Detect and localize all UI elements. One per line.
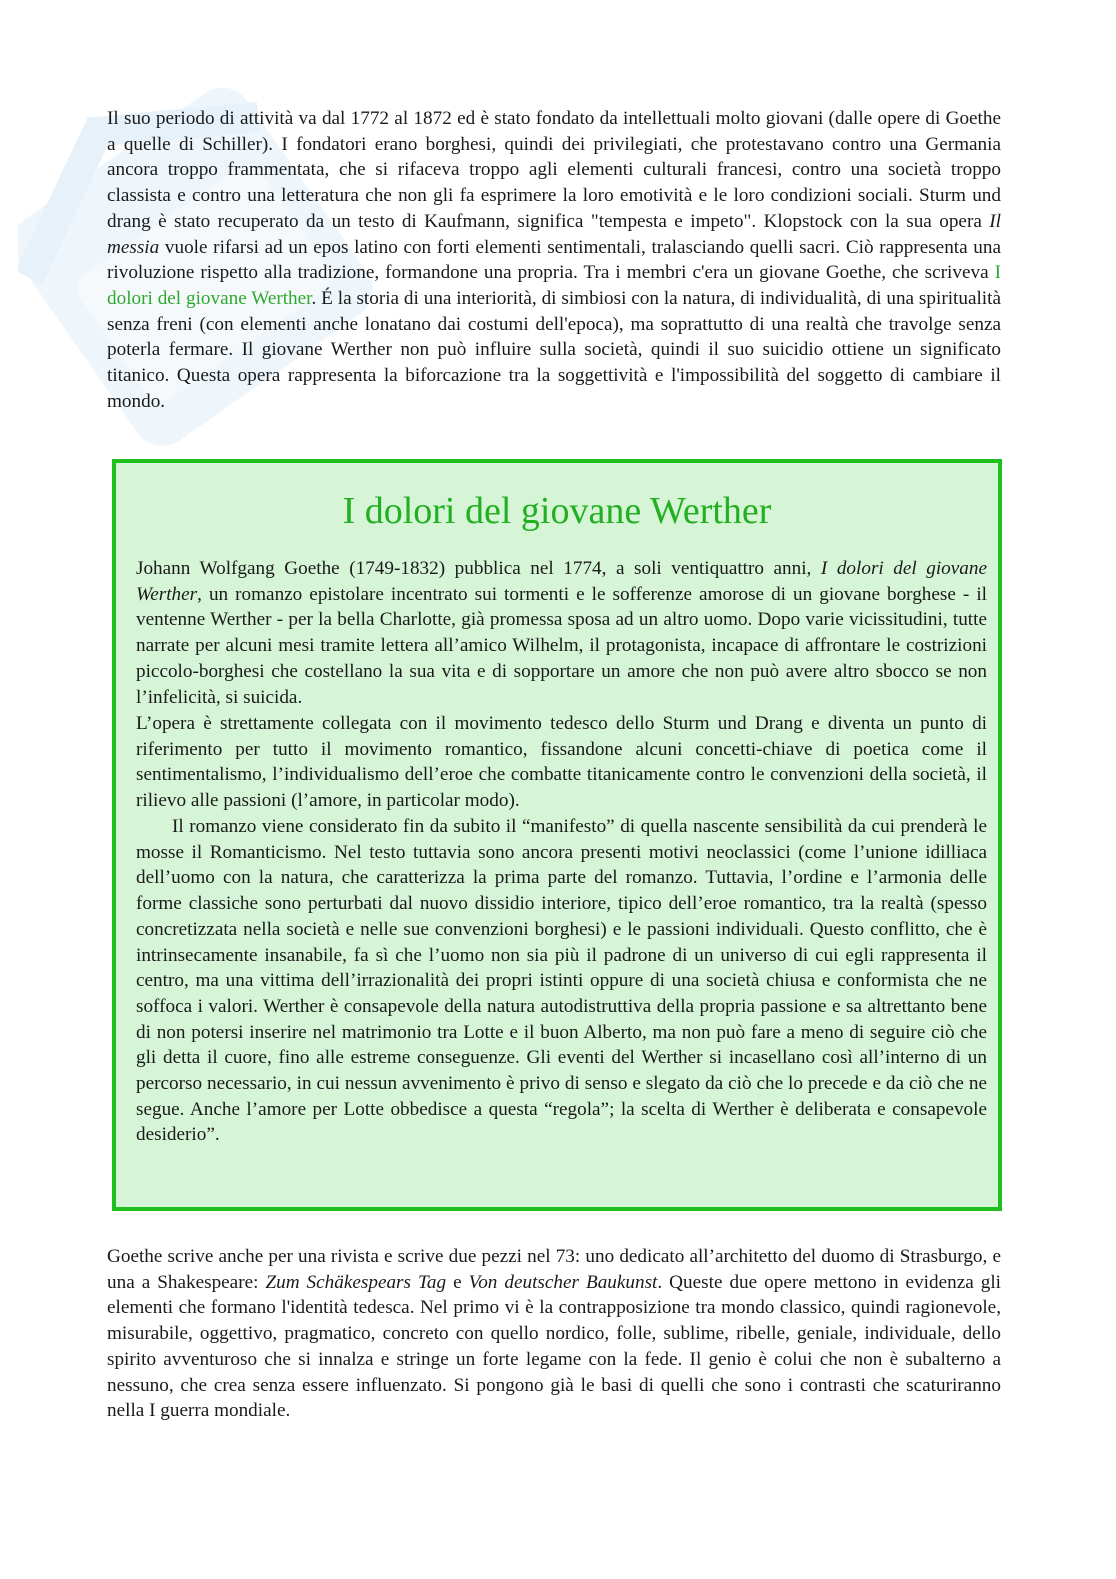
outro-paragraph: Goethe scrive anche per una rivista e scrive due pezzi nel 73: uno dedicato all’architetto del duomo di Strasburgo, e una a Shakespeare: Zum Schäkespears Tag e Von deutscher Baukunst. Queste due opere mettono in evidenza gli elementi che formano l'identità tedesca. Nel primo vi è la contrapposizione tra mondo classico, quindi ragionevole, misurabile, oggettivo, pragmatico, concreto con quello nordico, folle, sublime, ribelle, geniale, individuale, dello spirito avventuroso che si innalza e stringe un forte legame con la fede. Il genio è colui che non è subalterno a nessuno, che crea senza essere influenzato. Si pongono già le basi di quelli che sono i contrasti che scaturiranno nella I guerra mondiale. [107, 1246, 1001, 1422]
box-paragraph-1: Johann Wolfgang Goethe (1749-1832) pubblica nel 1774, a soli ventiquattro anni, I dolori del giovane Werther, un romanzo epistolare incentrato sui tormenti e le sofferenze amorose di un giovane borghese - il ventenne Werther - per la bella Charlotte, già promessa sposa ad un altro uomo. Dopo varie vicissitudini, tutte narrate per alcuni mesi tramite lettera all’amico Wilhelm, il protagonista, incapace di affrontare le costrizioni piccolo-borghesi che costellano la sua vita e di sopportare un amore che non può avere altro sbocco se non l’infelicità, si suicida. [136, 558, 987, 708]
werther-box [112, 459, 1002, 1211]
werther-link[interactable]: I dolori del giovane Werther [107, 262, 1001, 309]
box-paragraph-2: L’opera è strettamente collegata con il movimento tedesco dello Sturm und Drang e diventa un punto di riferimento per tutto il movimento romantico, fissandone alcuni concetti-chiave di poetica come il sentimentalismo, l’individualismo dell’eroe che combatte titanicamente contro le convenzioni della società, il rilievo alle passioni (l’amore, in particolar modo). [136, 713, 987, 812]
intro-paragraph: Il suo periodo di attività va dal 1772 al 1872 ed è stato fondato da intellettuali molto giovani (dalle opere di Goethe a quelle di Schiller). I fondatori erano borghesi, quindi dei privilegiati, che protestavano contro una Germania ancora troppo frammentata, che si rifaceva troppo agli elementi culturali francesi, contro una società troppo classista e contro una letteratura che non gli fa esprimere la loro emotività e le loro condizioni sociali. Sturm und drang è stato recuperato da un testo di Kaufmann, significa "tempesta e impeto". Klopstock con la sua opera Il messia vuole rifarsi ad un epos latino con forti elementi sentimentali, tralasciando quelli sacri. Ciò rappresenta una rivoluzione rispetto alla tradizione, formandone una propria. Tra i membri c'era un giovane Goethe, che scriveva I dolori del giovane Werther. É la storia di una interiorità, di simbiosi con la natura, di individualità, di una spiritualità senza freni (con elementi anche lonatano dai costumi dell'epoca), ma soprattutto di una realtà che travolge senza poterla fermare. Il giovane Werther non può influire sulla società, quindi il suo suicidio ottiene un significato titanico. Questa opera rappresenta la biforcazione tra la soggettività e l'impossibilità del soggetto di cambiare il mondo. [107, 108, 1001, 412]
box-paragraph-3: Il romanzo viene considerato fin da subito il “manifesto” di quella nascente sensibilità da cui prenderà le mosse il Romanticismo. Nel testo tuttavia sono ancora presenti motivi neoclassici (come l’unione idilliaca dell’uomo con la natura, che caratterizza la prima parte del romanzo. Tuttavia, l’ordine e l’armonia delle forme classiche sono perturbati dal nuovo dissidio interiore, tipico dell’eroe romantico, tra la realtà (spesso concretizzata nella società e nelle sue convenzioni borghesi) e le passioni individuali. Questo conflitto, che è intrinsecamente insanabile, fa sì che l’uomo non sia più il padrone di un universo di cui egli rappresenta il centro, ma una vittima dell’irrazionalità dei propri istinti oppure di una società chiusa e conformista che ne soffoca i valori. Werther è consapevole della natura autodistruttiva della propria passione e sa altrettanto bene di non potersi inserire nel matrimonio tra Lotte e il buon Alberto, ma non può fare a meno di seguire ciò che gli detta il cuore, fino alle estreme conseguenze. Gli eventi del Werther si incasellano così all’interno di un percorso necessario, in cui nessun avvenimento è privo di senso e slegato da ciò che lo precede e da ciò che ne segue. Anche l’amore per Lotte obbedisce a questa “regola”; la scelta di Werther è deliberata e consapevole desiderio”. [136, 816, 987, 1146]
box-title: I dolori del giovane Werther [342, 490, 772, 532]
